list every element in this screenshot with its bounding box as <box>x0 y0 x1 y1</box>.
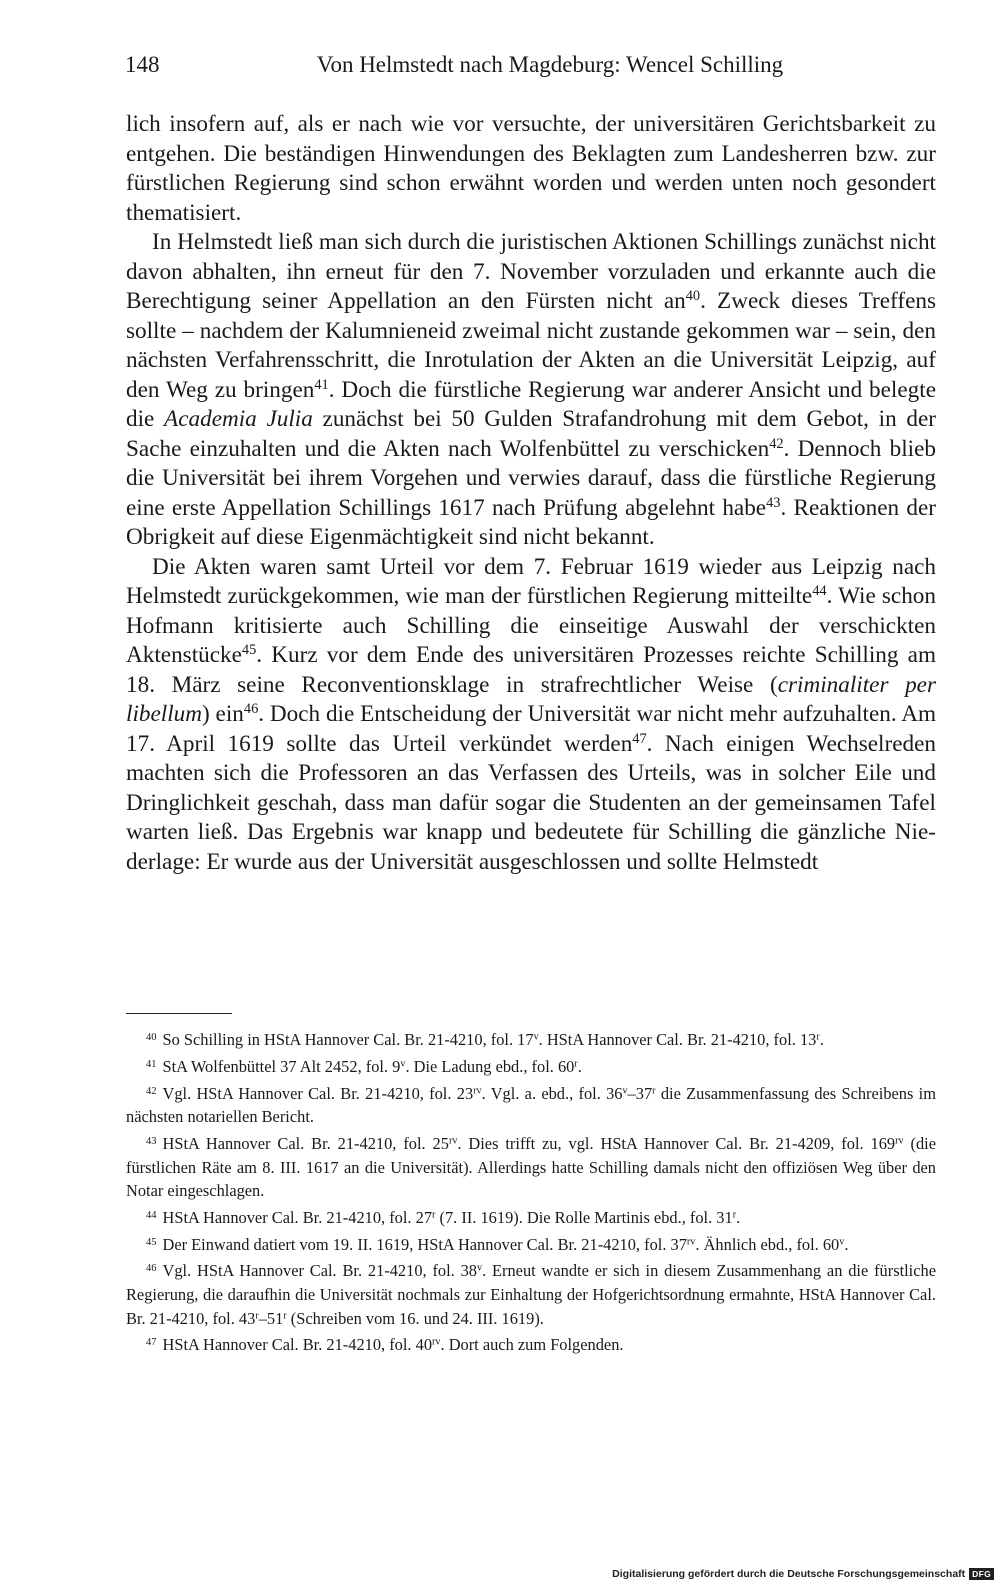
footnote-number: 45 <box>146 1236 157 1248</box>
folio-mark: rv <box>473 1084 482 1096</box>
footnotes <box>126 1026 936 1358</box>
footnote <box>126 1080 936 1129</box>
footnote-number: 43 <box>146 1135 157 1147</box>
paragraph <box>126 553 936 878</box>
paragraph <box>126 228 936 553</box>
italic-term: criminaliter per libellum <box>126 671 936 727</box>
text-run: Die Akten waren samt Urteil vor dem 7. Februar 1619 wieder aus Leipzig nach Helmstedt zurückgekommen, wie man der fürstlichen Regierung mitteilte <box>126 553 936 609</box>
footnote <box>126 1053 936 1079</box>
footnote-number: 46 <box>146 1263 157 1275</box>
text-run: . Vgl. a. ebd., fol. 36 <box>481 1083 623 1103</box>
text-run: . Doch die Entscheidung der Universität war nicht mehr aufzuhalten. Am 17. April 1619 sollte das Urteil verkündet werden <box>126 701 936 757</box>
text-run: . Kurz vor dem Ende des universitären Prozesses reichte Schilling am 18. März seine Reconventionsklage in strafrechtlicher Weise ( <box>126 642 936 698</box>
text-run: . Ähnlich ebd., fol. 60 <box>695 1234 840 1254</box>
digitization-footer <box>612 1566 994 1582</box>
text-run: . Dies trifft zu, vgl. HStA Hannover Cal. Br. 21-4209, fol. 169 <box>457 1133 896 1153</box>
footnote <box>126 1331 936 1357</box>
text-run: . Dort auch zum Folgenden. <box>440 1335 624 1355</box>
text-run: So Schilling in HStA Hannover Cal. Br. 21-4210, fol. 17 <box>162 1030 534 1049</box>
footnote-divider <box>126 1013 232 1014</box>
footnote-ref[interactable]: 44 <box>812 583 827 600</box>
text-run: (7. II. 1619). Die Rolle Martinis ebd., fol. 31 <box>435 1207 733 1227</box>
footnote-number: 47 <box>146 1337 157 1349</box>
text-run: . Doch die fürstliche Regierung war anderer Ansicht und belegte die <box>126 376 936 432</box>
paragraph <box>126 110 936 228</box>
text-run: Vgl. HStA Hannover Cal. Br. 21-4210, fol. 23 <box>162 1083 474 1103</box>
footnote <box>126 1231 936 1257</box>
text-run: . <box>736 1207 741 1227</box>
text-run: . Nach einigen Wechselreden machten sich die Professoren an das Verfassen des Urteils, was in solcher Eile und Dringlichkeit geschah, dass man dafür sogar die Studenten an der gemeinsamen Tafel warten ließ. Das Ergebnis war knapp und bedeutete für Schilling die gänzliche Niederlage: Er wurde aus der Universität ausgeschlossen und sollte Helmstedt <box>126 730 936 875</box>
folio-mark: r <box>732 1209 737 1221</box>
folio-mark: rv <box>895 1135 904 1147</box>
text-run: . HStA Hannover Cal. Br. 21-4210, fol. 13 <box>538 1030 817 1049</box>
folio-mark: v <box>839 1236 845 1248</box>
footnote <box>126 1026 936 1052</box>
folio-mark: r <box>816 1031 820 1043</box>
text-run: –51 <box>258 1308 284 1328</box>
text-run: . Dennoch blieb die Universität bei ihrem Vorgehen und verwies darauf, dass die fürstliche Regierung eine erste Appellation Schillings 1617 nach Prüfung abgelehnt habe <box>126 435 936 521</box>
text-run: zunächst bei 50 Gulden Strafandrohung mit dem Gebot, in der Sache einzuhalten und die Akten nach Wolfenbüttel zu verschicken <box>126 406 937 462</box>
text-run: HStA Hannover Cal. Br. 21-4210, fol. 27 <box>162 1207 433 1227</box>
footnote-ref[interactable]: 46 <box>243 701 259 718</box>
footnote <box>126 1204 936 1230</box>
text-run: die Zusammenfassung des Schreibens im nächsten notariellen Bericht. <box>126 1083 936 1127</box>
folio-mark: r <box>652 1084 656 1096</box>
text-run: . Zweck dieses Treffens sollte – nachdem der Kalumnieneid zweimal nicht zustande gekommen war – sein, den nächsten Verfahrensschritt, die Inrotulation der Akten an die Universität Leipzig, auf den Weg zu bringen <box>126 288 936 403</box>
footnote-ref[interactable]: 45 <box>241 642 257 659</box>
text-run: . Wie schon Hofmann kritisierte auch Schilling die einseitige Auswahl der verschickten Aktenstücke <box>126 583 936 668</box>
footnote-number: 44 <box>146 1209 157 1221</box>
text-run: . Reaktionen der Obrigkeit auf diese Eigenmächtigkeit sind nicht bekannt. <box>126 494 936 550</box>
folio-mark: r <box>432 1209 436 1221</box>
page-header <box>125 52 935 82</box>
text-run: (die fürstlichen Räte am 8. III. 1617 an die Universität). Allerdings hatte Schilling damals nicht den offiziösen Weg über den Notar eingeschlagen. <box>126 1133 936 1201</box>
folio-mark: v <box>400 1058 406 1070</box>
text-run: . Erneut wandte er sich in diesem Zusammenhang an die fürstliche Regierung, die daraufhin die Universität nochmals zur Einhaltung der Hofgerichtsordnung ermahnte, HStA Hannover Cal. Br. 21-4210, fol. 43 <box>126 1261 936 1328</box>
folio-mark: r <box>255 1310 259 1322</box>
folio-mark: v <box>622 1084 628 1096</box>
footnote-ref[interactable]: 42 <box>769 435 784 452</box>
folio-mark: r <box>283 1310 287 1322</box>
text-run: StA Wolfenbüttel 37 Alt 2452, fol. 9 <box>162 1056 401 1076</box>
main-text <box>126 110 936 877</box>
footnote-ref[interactable]: 41 <box>314 376 329 393</box>
text-run: In Helmstedt ließ man sich durch die juristischen Aktionen Schillings zunächst nicht davon abhalten, ihn erneut für den 7. November vorzuladen und erkannte auch die Berechtigung seiner Appellation an den Fürsten nicht an <box>126 229 936 314</box>
funding-notice: Digitalisierung gefördert durch die Deutsche Forschungsgemeinschaft <box>612 1568 966 1580</box>
folio-mark: v <box>477 1262 483 1274</box>
footnote-ref[interactable]: 40 <box>685 288 701 305</box>
folio-mark: rv <box>448 1135 458 1147</box>
text-run: HStA Hannover Cal. Br. 21-4210, fol. 40 <box>162 1335 433 1355</box>
folio-mark: rv <box>432 1336 441 1348</box>
page-number: 148 <box>125 52 160 77</box>
text-run: (Schreiben vom 16. und 24. III. 1619). <box>286 1308 544 1328</box>
text-run: HStA Hannover Cal. Br. 21-4210, fol. 25 <box>162 1133 449 1153</box>
dfg-logo-icon: DFG <box>969 1568 994 1580</box>
text-run: . <box>577 1056 582 1076</box>
text-run: . <box>844 1234 849 1254</box>
footnote-number: 40 <box>146 1032 157 1043</box>
footnote <box>126 1257 936 1330</box>
text-run: . Die Ladung ebd., fol. 60 <box>405 1056 575 1076</box>
running-title: Von Helmstedt nach Magdeburg: Wencel Schilling <box>316 52 784 77</box>
text-run: Der Einwand datiert vom 19. II. 1619, HStA Hannover Cal. Br. 21-4210, fol. 37 <box>162 1234 687 1254</box>
italic-term: Academia Julia <box>164 406 313 432</box>
footnote-number: 42 <box>146 1085 157 1097</box>
folio-mark: rv <box>686 1236 696 1248</box>
text-run: . <box>819 1030 824 1049</box>
text-run: –37 <box>627 1083 653 1103</box>
footnote <box>126 1130 936 1203</box>
text-run: Vgl. HStA Hannover Cal. Br. 21-4210, fol. 38 <box>162 1261 477 1281</box>
folio-mark: r <box>574 1058 578 1070</box>
footnote-ref[interactable]: 47 <box>632 730 647 747</box>
footnote-ref[interactable]: 43 <box>766 494 781 511</box>
text-run: ) ein <box>202 701 244 727</box>
footnote-number: 41 <box>146 1058 157 1070</box>
folio-mark: v <box>533 1031 539 1043</box>
text-run: lich insofern auf, als er nach wie vor versuchte, der universitären Gerichtsbarkeit zu entgehen. Die beständigen Hinwendungen des Beklagten zum Landesherren bzw. zur fürstlichen Regierung sind schon erwähnt worden und werden unten noch gesondert thematisiert. <box>126 111 936 226</box>
